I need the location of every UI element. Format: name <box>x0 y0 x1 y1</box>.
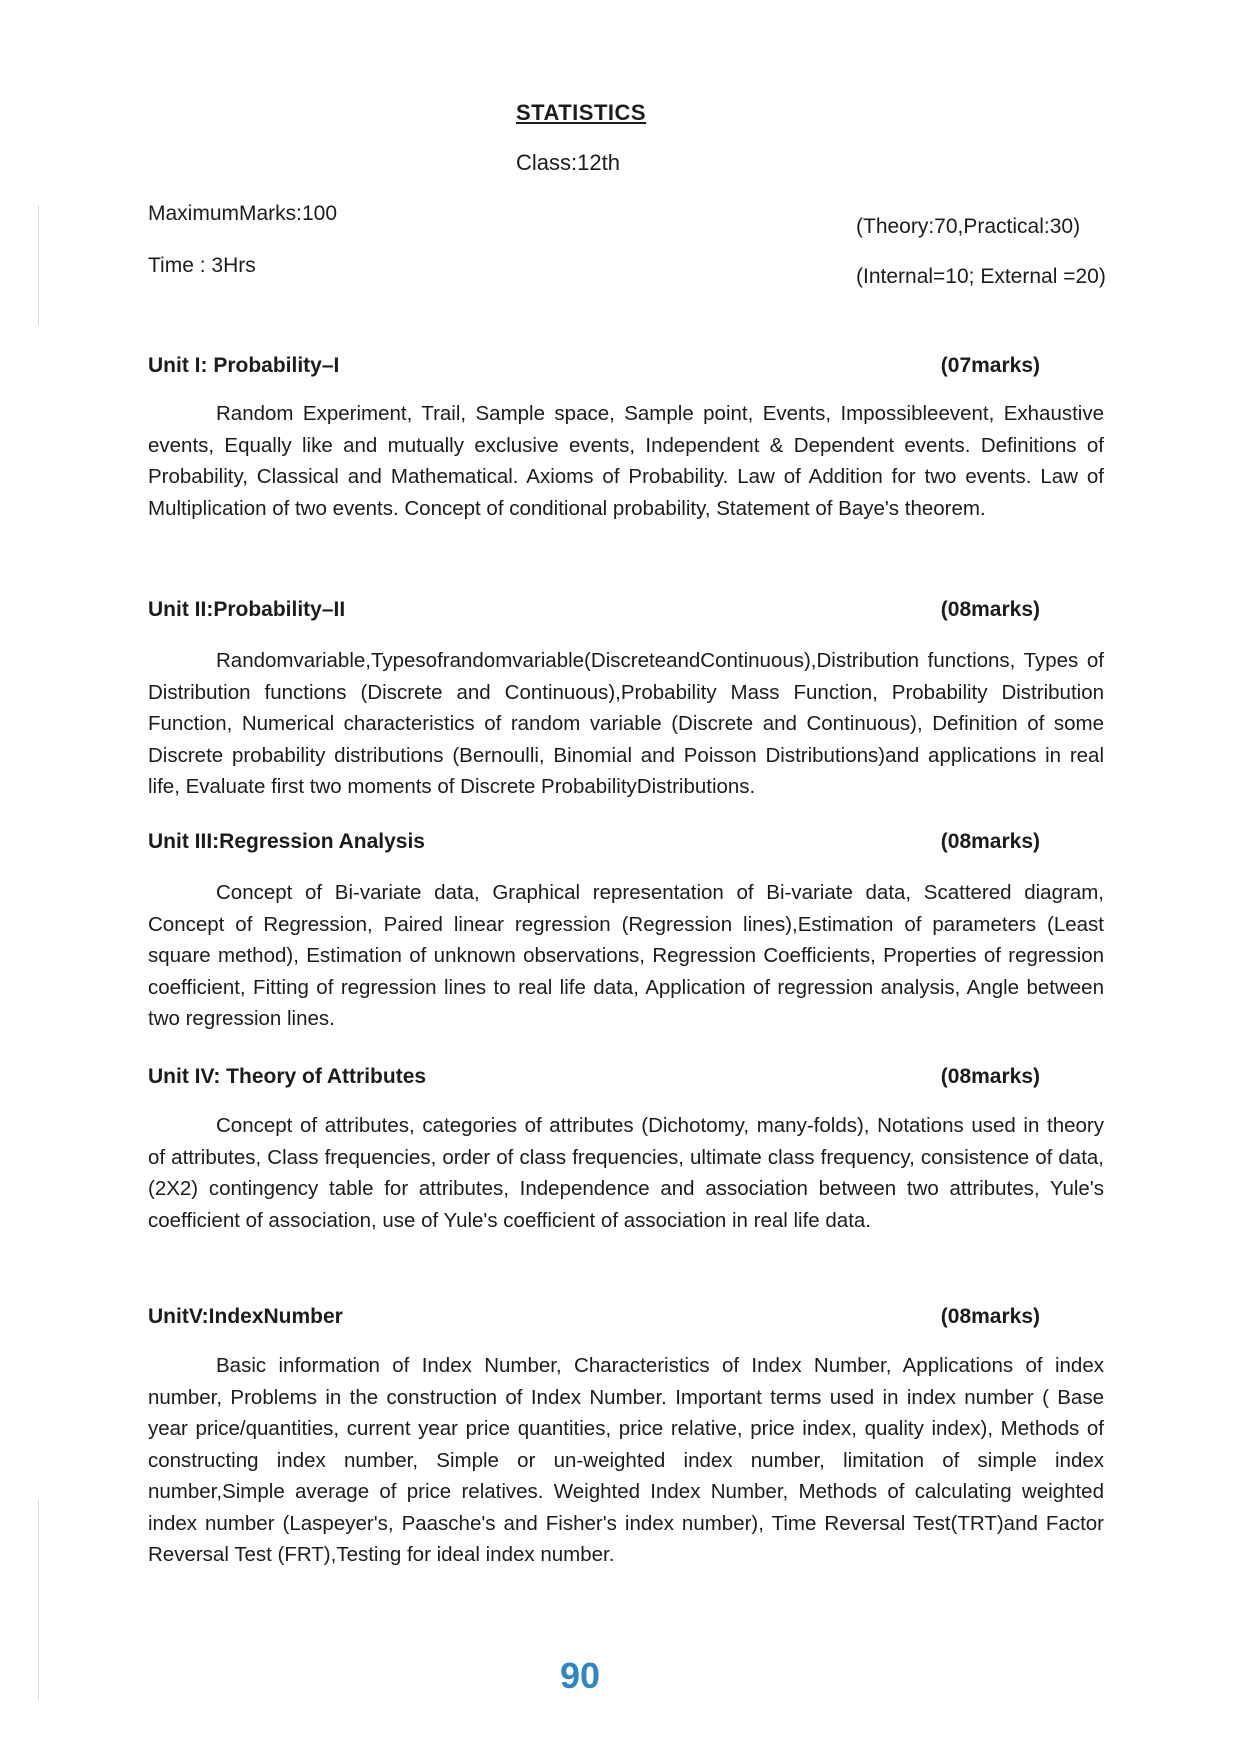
unit-description: Random Experiment, Trail, Sample space, Sample point, Events, Impossibleevent, Exhaustive events, Equally like and mutually exclusive events, Independent & Dependent events. Definitions of Probability, Classical and Mathematical. Axioms of Probability. Law of Addition for two events. Law of Multiplication of two events. Concept of conditional probability, Statement of Baye's theorem. <box>148 402 1104 520</box>
theory-practical-split: (Theory:70,Practical:30) <box>856 215 1081 238</box>
unit-description: Concept of Bi-variate data, Graphical representation of Bi-variate data, Scattered diagram, Concept of Regression, Paired linear regression (Regression lines),Estimation of parameters (Least square method), Estimation of unknown observations, Regression Coefficients, Properties of regression coefficient, Fitting of regression lines to real life data, Application of regression analysis, Angle between two regression lines. <box>148 881 1104 1030</box>
scan-edge-line <box>38 1500 39 1700</box>
unit-description: Randomvariable,Typesofrandomvariable(DiscreteandContinuous),Distribution functions, Types of Distribution functions (Discrete and Continuous),Probability Mass Function, Probability Distribution Function, Numerical characteristics of random variable (Discrete and Continuous), Definition of some Discrete probability distributions (Bernoulli, Binomial and Poisson Distributions)and applications in real life, Evaluate first two moments of Discrete ProbabilityDistributions. <box>148 649 1104 798</box>
unit-marks: (08marks) <box>940 1305 1040 1328</box>
unit-marks: (08marks) <box>940 598 1040 621</box>
time-duration: Time : 3Hrs <box>148 254 256 277</box>
unit-title: Unit III:Regression Analysis <box>148 830 425 853</box>
unit-marks: (08marks) <box>940 1065 1040 1088</box>
page-title: STATISTICS <box>516 100 647 125</box>
unit-title: Unit II:Probability–II <box>148 598 346 621</box>
class-label: Class:12th <box>516 150 620 175</box>
internal-external-split: (Internal=10; External =20) <box>856 265 1106 288</box>
unit-heading <box>148 598 1040 622</box>
unit-title: UnitV:IndexNumber <box>148 1305 343 1328</box>
scan-edge-line <box>38 205 39 325</box>
unit-heading <box>148 1305 1040 1329</box>
unit-marks: (07marks) <box>940 354 1040 377</box>
unit-heading <box>148 354 1040 378</box>
page-number: 90 <box>560 1655 601 1696</box>
unit-description: Basic information of Index Number, Characteristics of Index Number, Applications of index number, Problems in the construction of Index Number. Important terms used in index number ( Base year price/quantities, current year price quantities, price relative, price index, quality index), Methods of constructing index number, Simple or un-weighted index number, limitation of simple index number,Simple average of price relatives. Weighted Index Number, Methods of calculating weighted index number (Laspeyer's, Paasche's and Fisher's index number), Time Reversal Test(TRT)and Factor Reversal Test (FRT),Testing for ideal index number. <box>148 1354 1104 1566</box>
unit-heading <box>148 830 1040 854</box>
unit-title: Unit IV: Theory of Attributes <box>148 1065 427 1088</box>
unit-description: Concept of attributes, categories of attributes (Dichotomy, many-folds), Notations used in theory of attributes, Class frequencies, order of class frequencies, ultimate class frequency, consistence of data, (2X2) contingency table for attributes, Independence and association between two attributes, Yule's coefficient of association, use of Yule's coefficient of association in real life data. <box>148 1114 1104 1232</box>
unit-marks: (08marks) <box>940 830 1040 853</box>
maximum-marks: MaximumMarks:100 <box>148 202 338 225</box>
unit-title: Unit I: Probability–I <box>148 354 340 377</box>
unit-heading <box>148 1065 1040 1089</box>
